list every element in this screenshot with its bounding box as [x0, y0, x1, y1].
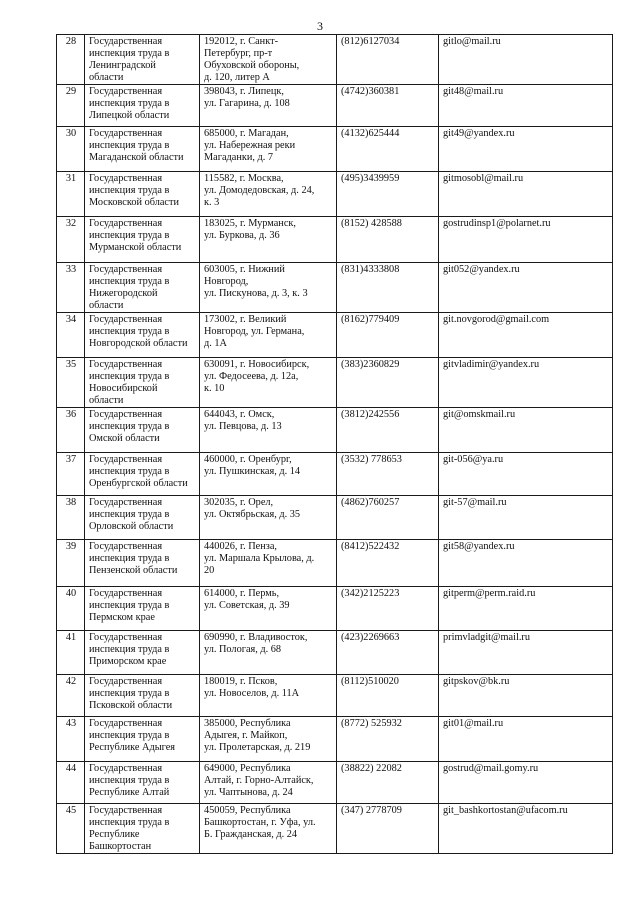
inspection-address: 192012, г. Санкт- Петербург, пр-т Обуховской обороны, д. 120, литер А — [200, 35, 337, 85]
inspection-name: Государственная инспекция труда в Омской области — [85, 408, 200, 453]
inspection-name: Государственная инспекция труда в Магаданской области — [85, 127, 200, 172]
inspection-address: 644043, г. Омск, ул. Певцова, д. 13 — [200, 408, 337, 453]
inspection-email: git-056@ya.ru — [439, 453, 613, 496]
inspection-name: Государственная инспекция труда в Ленинградской области — [85, 35, 200, 85]
inspection-email: git052@yandex.ru — [439, 263, 613, 313]
table-row — [57, 587, 613, 631]
inspection-name: Государственная инспекция труда в Оренбургской области — [85, 453, 200, 496]
inspection-name: Государственная инспекция труда в Пермском крае — [85, 587, 200, 631]
inspection-phone: (383)2360829 — [337, 358, 439, 408]
inspection-email: gostrud@mail.gomy.ru — [439, 762, 613, 804]
inspection-phone: (3812)242556 — [337, 408, 439, 453]
table-row — [57, 675, 613, 717]
inspection-email: primvladgit@mail.ru — [439, 631, 613, 675]
table-row — [57, 408, 613, 453]
inspection-address: 690990, г. Владивосток, ул. Пологая, д. 68 — [200, 631, 337, 675]
inspection-email: gostrudinsp1@polarnet.ru — [439, 217, 613, 263]
row-number: 44 — [57, 762, 85, 804]
inspection-address: 460000, г. Оренбург, ул. Пушкинская, д. 14 — [200, 453, 337, 496]
row-number: 31 — [57, 172, 85, 217]
inspection-name: Государственная инспекция труда в Республике Алтай — [85, 762, 200, 804]
inspection-name: Государственная инспекция труда в Приморском крае — [85, 631, 200, 675]
inspection-email: gitperm@perm.raid.ru — [439, 587, 613, 631]
inspection-name: Государственная инспекция труда в Липецкой области — [85, 85, 200, 127]
row-number: 45 — [57, 804, 85, 854]
row-number: 42 — [57, 675, 85, 717]
table-row — [57, 453, 613, 496]
inspection-phone: (8772) 525932 — [337, 717, 439, 762]
row-number: 34 — [57, 313, 85, 358]
inspection-email: git58@yandex.ru — [439, 540, 613, 587]
inspection-name: Государственная инспекция труда в Республике Адыгея — [85, 717, 200, 762]
inspection-phone: (812)6127034 — [337, 35, 439, 85]
row-number: 32 — [57, 217, 85, 263]
inspection-phone: (423)2269663 — [337, 631, 439, 675]
inspection-email: git48@mail.ru — [439, 85, 613, 127]
inspection-phone: (831)4333808 — [337, 263, 439, 313]
table-row — [57, 540, 613, 587]
table-row — [57, 496, 613, 540]
inspection-address: 450059, Республика Башкортостан, г. Уфа, ул. Б. Гражданская, д. 24 — [200, 804, 337, 854]
table-row — [57, 804, 613, 854]
inspection-address: 649000, Республика Алтай, г. Горно-Алтайск, ул. Чаптынова, д. 24 — [200, 762, 337, 804]
row-number: 36 — [57, 408, 85, 453]
inspection-address: 115582, г. Москва, ул. Домодедовская, д. 24, к. 3 — [200, 172, 337, 217]
inspection-address: 302035, г. Орел, ул. Октябрьская, д. 35 — [200, 496, 337, 540]
inspection-phone: (4862)760257 — [337, 496, 439, 540]
row-number: 33 — [57, 263, 85, 313]
inspection-email: gitvladimir@yandex.ru — [439, 358, 613, 408]
table-row — [57, 762, 613, 804]
inspection-name: Государственная инспекция труда в Нижегородской области — [85, 263, 200, 313]
inspection-address: 398043, г. Липецк, ул. Гагарина, д. 108 — [200, 85, 337, 127]
row-number: 30 — [57, 127, 85, 172]
inspection-email: gitpskov@bk.ru — [439, 675, 613, 717]
inspection-phone: (38822) 22082 — [337, 762, 439, 804]
inspection-phone: (8162)779409 — [337, 313, 439, 358]
inspection-address: 603005, г. Нижний Новгород, ул. Пискунова, д. 3, к. 3 — [200, 263, 337, 313]
inspection-email: git.novgorod@gmail.com — [439, 313, 613, 358]
inspection-name: Государственная инспекция труда в Московской области — [85, 172, 200, 217]
inspection-address: 630091, г. Новосибирск, ул. Федосеева, д. 12а, к. 10 — [200, 358, 337, 408]
table-row — [57, 127, 613, 172]
row-number: 41 — [57, 631, 85, 675]
row-number: 40 — [57, 587, 85, 631]
row-number: 35 — [57, 358, 85, 408]
inspection-address: 685000, г. Магадан, ул. Набережная реки Магаданки, д. 7 — [200, 127, 337, 172]
inspection-address: 385000, Республика Адыгея, г. Майкоп, ул. Пролетарская, д. 219 — [200, 717, 337, 762]
table-row — [57, 85, 613, 127]
inspection-phone: (4132)625444 — [337, 127, 439, 172]
inspection-address: 440026, г. Пенза, ул. Маршала Крылова, д. 20 — [200, 540, 337, 587]
inspection-name: Государственная инспекция труда в Орловской области — [85, 496, 200, 540]
inspection-email: git01@mail.ru — [439, 717, 613, 762]
table-row — [57, 263, 613, 313]
inspection-address: 180019, г. Псков, ул. Новоселов, д. 11А — [200, 675, 337, 717]
inspection-phone: (8412)522432 — [337, 540, 439, 587]
inspection-email: git@omskmail.ru — [439, 408, 613, 453]
inspection-email: gitmosobl@mail.ru — [439, 172, 613, 217]
row-number: 39 — [57, 540, 85, 587]
inspection-name: Государственная инспекция труда в Новгородской области — [85, 313, 200, 358]
inspection-address: 183025, г. Мурманск, ул. Буркова, д. 36 — [200, 217, 337, 263]
inspection-email: git_bashkortostan@ufacom.ru — [439, 804, 613, 854]
registry-body — [57, 35, 613, 854]
page-number: 3 — [317, 19, 323, 33]
inspection-name: Государственная инспекция труда в Пензенской области — [85, 540, 200, 587]
inspection-phone: (3532) 778653 — [337, 453, 439, 496]
table-row — [57, 172, 613, 217]
inspection-phone: (4742)360381 — [337, 85, 439, 127]
row-number: 28 — [57, 35, 85, 85]
inspection-email: gitlo@mail.ru — [439, 35, 613, 85]
table-row — [57, 631, 613, 675]
table-row — [57, 717, 613, 762]
inspection-phone: (495)3439959 — [337, 172, 439, 217]
inspection-address: 173002, г. Великий Новгород, ул. Германа, д. 1А — [200, 313, 337, 358]
table-row — [57, 35, 613, 85]
inspection-name: Государственная инспекция труда в Республике Башкортостан — [85, 804, 200, 854]
inspection-phone: (8112)510020 — [337, 675, 439, 717]
row-number: 38 — [57, 496, 85, 540]
table-row — [57, 358, 613, 408]
inspection-name: Государственная инспекция труда в Новосибирской области — [85, 358, 200, 408]
inspection-name: Государственная инспекция труда в Псковской области — [85, 675, 200, 717]
row-number: 37 — [57, 453, 85, 496]
row-number: 29 — [57, 85, 85, 127]
inspection-name: Государственная инспекция труда в Мурманской области — [85, 217, 200, 263]
table-row — [57, 313, 613, 358]
inspection-email: git-57@mail.ru — [439, 496, 613, 540]
inspection-email: git49@yandex.ru — [439, 127, 613, 172]
row-number: 43 — [57, 717, 85, 762]
inspection-address: 614000, г. Пермь, ул. Советская, д. 39 — [200, 587, 337, 631]
inspection-registry-table — [56, 34, 613, 854]
inspection-phone: (342)2125223 — [337, 587, 439, 631]
table-row — [57, 217, 613, 263]
inspection-phone: (347) 2778709 — [337, 804, 439, 854]
inspection-phone: (8152) 428588 — [337, 217, 439, 263]
